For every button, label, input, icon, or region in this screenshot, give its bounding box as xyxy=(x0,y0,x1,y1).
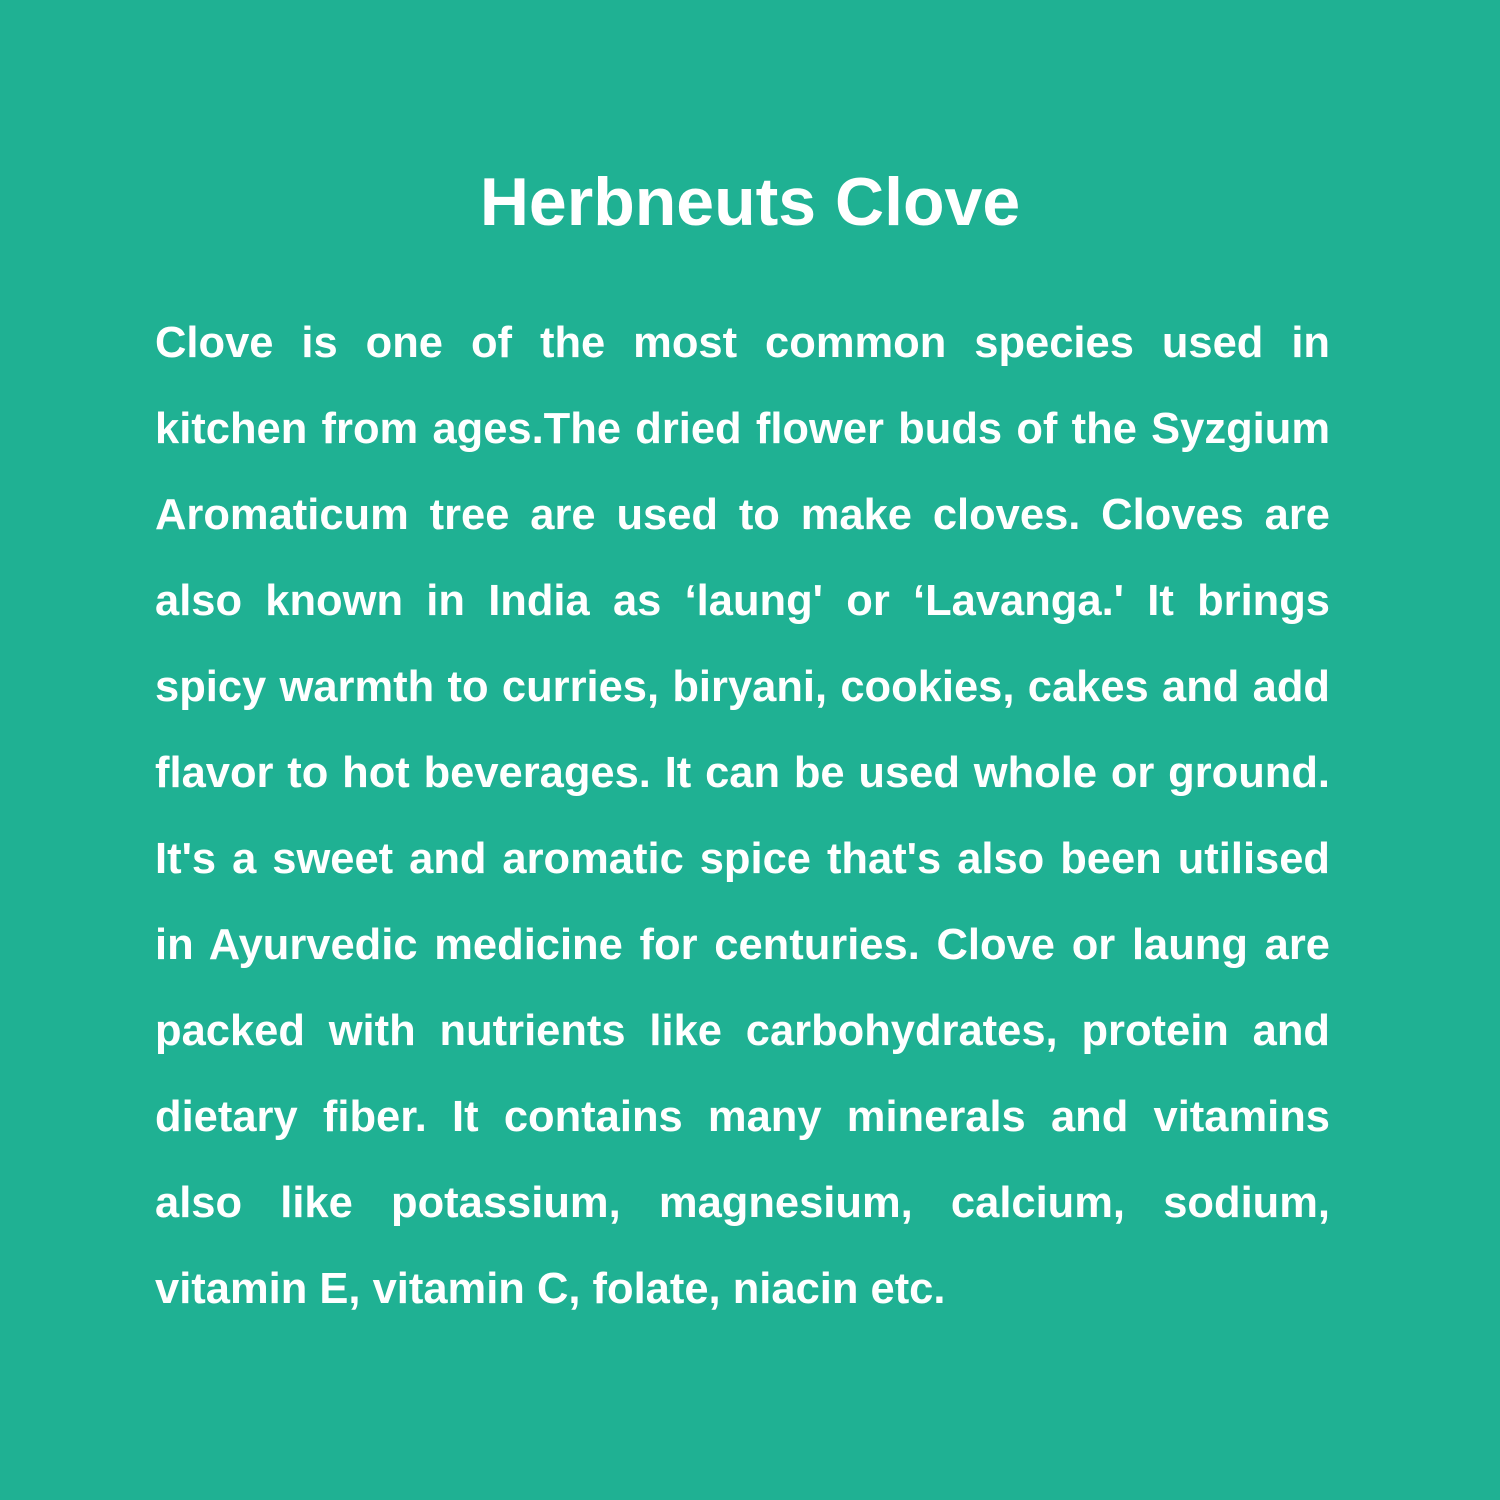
page-title: Herbneuts Clove xyxy=(479,164,1021,240)
product-description: Clove is one of the most common species used in kitchen from ages.The dried flower buds of the Syzgium Aromaticum tree are used to make cloves. Cloves are also known in India as ‘laung' or ‘Lavanga.' It brings spicy warmth to curries, biryani, cookies, cakes and add flavor to hot beverages. It can be used whole or ground. It's a sweet and aromatic spice that's also been utilised in Ayurvedic medicine for centuries. Clove or laung are packed with nutrients like carbohydrates, protein and dietary fiber. It contains many minerals and vitamins also like potassium, magnesium, calcium, sodium, vitamin E, vitamin C, folate, niacin etc. xyxy=(155,319,1330,1313)
